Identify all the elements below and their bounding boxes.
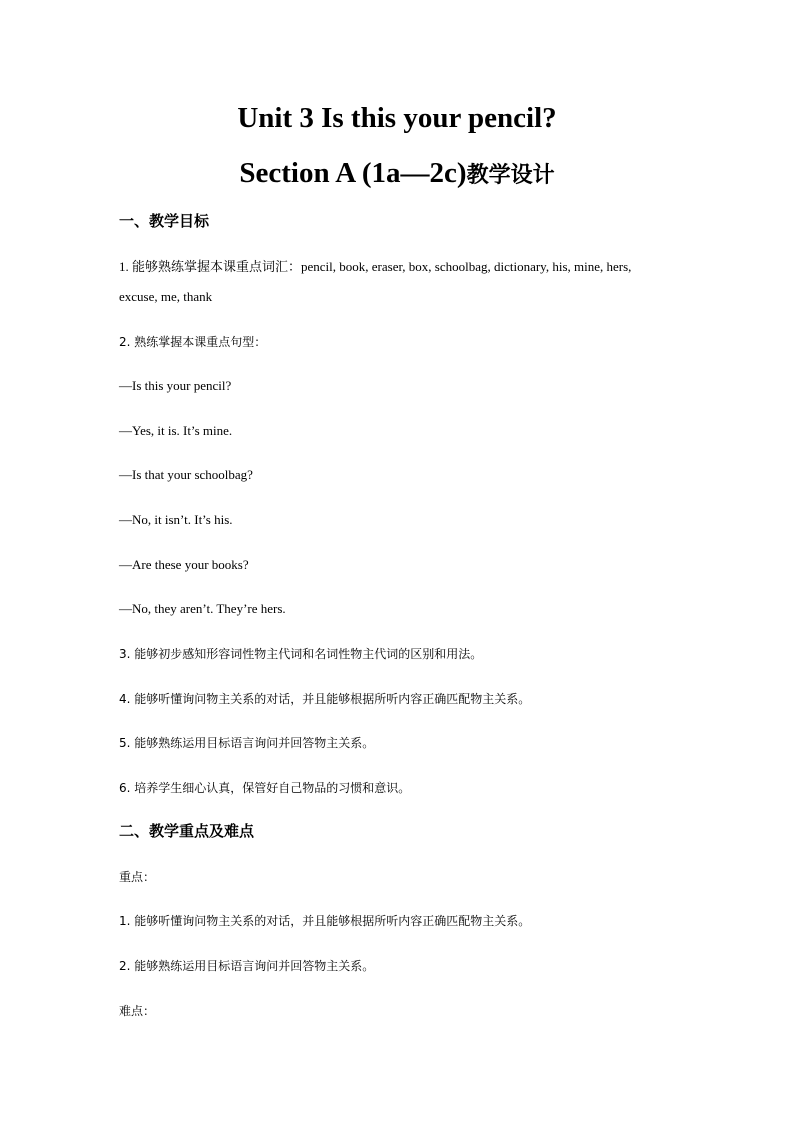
key-points-label: 重点： — [119, 870, 156, 884]
objective-item-6: 6. 培养学生细心认真，保管好自己物品的习惯和意识。 — [119, 781, 411, 795]
objective-item-3: 3. 能够初步感知形容词性物主代词和名词性物主代词的区别和用法。 — [119, 647, 483, 661]
subtitle-section: Section A (1a—2c) — [239, 157, 467, 189]
subtitle-teaching-design: 教学设计 — [466, 163, 555, 188]
dialogue-line: —Are these your books? — [119, 557, 249, 572]
section-heading-key-points: 二、教学重点及难点 — [119, 822, 255, 840]
objective-item-2: 2. 熟练掌握本课重点句型： — [119, 335, 267, 349]
key-point-item-1: 1. 能够听懂询问物主关系的对话，并且能够根据所听内容正确匹配物主关系。 — [119, 914, 531, 928]
objective-item-1-line-2: excuse, me, thank — [119, 289, 213, 304]
objective-item-1-line-1: 1. 能够熟练掌握本课重点词汇：pencil, book, eraser, box, schoolbag, dictionary, his, mine, hers, — [119, 259, 632, 274]
objective-item-5: 5. 能够熟练运用目标语言询问并回答物主关系。 — [119, 736, 375, 750]
difficulties-label: 难点： — [119, 1004, 156, 1018]
key-point-item-2: 2. 能够熟练运用目标语言询问并回答物主关系。 — [119, 959, 375, 973]
dialogue-line: —Yes, it is. It’s mine. — [119, 423, 233, 438]
objective-item-4: 4. 能够听懂询问物主关系的对话，并且能够根据所听内容正确匹配物主关系。 — [119, 692, 531, 706]
dialogue-line: —Is this your pencil? — [119, 378, 232, 393]
dialogue-line: —No, it isn’t. It’s his. — [119, 512, 233, 527]
dialogue-line: —No, they aren’t. They’re hers. — [119, 601, 286, 616]
document-subtitle — [0, 155, 794, 194]
section-heading-objectives: 一、教学目标 — [119, 212, 210, 230]
dialogue-line: —Is that your schoolbag? — [119, 467, 253, 482]
document-title: Unit 3 Is this your pencil? — [237, 102, 557, 134]
